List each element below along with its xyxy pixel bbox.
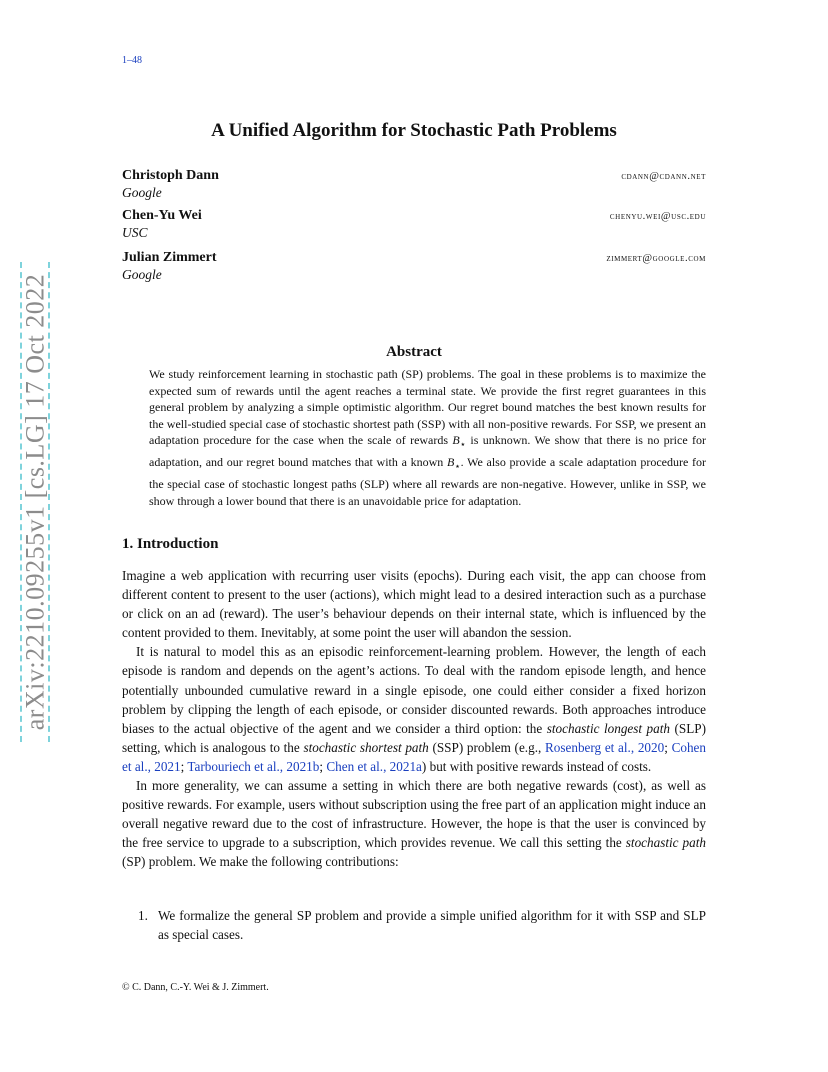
citation-link[interactable]: Cohen et al., 2021 [122,739,707,774]
paragraph-text: (SLP) setting, which is analogous to the [122,720,707,755]
author-name: Julian Zimmert [122,250,217,265]
abstract-heading: Abstract [386,344,442,360]
paragraph-text: In more generality, we can assume a setting in which there are both negative rewards (cost), as well as positive rewards. For example, users without subscription using the free part of an application might induce an overall negative reward due to the cost of infrastructure. However, the hope is that the user is convinced by the free service to upgrade to a subscription, which provides revenue. We call this setting the [122,778,706,851]
introduction-body [122,566,706,872]
paragraph-text: (SP) problem. We make the following contributions: [122,854,399,870]
citation-link[interactable]: Tarbouriech et al., 2021b [187,758,320,774]
paragraph-text: (SSP) problem (e.g., [432,739,542,755]
math-symbol: B [452,433,460,448]
citation-separator: ; [664,739,668,755]
author-affiliation: Google [122,267,162,282]
paragraph-text: ) but with positive rewards instead of costs. [421,758,652,774]
abstract-body [149,366,706,510]
math-subscript: ⋆ [454,461,461,473]
abstract-text: is unknown. We show that there is no price for adaptation, and our regret bound matches that with a known [149,433,707,470]
emphasis-text: stochastic shortest path [303,739,429,755]
author-affiliation: Google [122,185,162,200]
paragraph: Imagine a web application with recurring user visits (epochs). During each visit, the app can choose from different content to present to the user (actions), which might lead to a desired interaction such as a purchase or click on an ad (reward). The user’s behaviour depends on their internal state, which is influenced by the content provided to them. Inevitably, at some point the user will abandon the session. [122,568,706,641]
author-email[interactable]: cdann@cdann.net [621,171,706,182]
paper-title: A Unified Algorithm for Stochastic Path Problems [211,120,617,141]
citation-separator: ; [319,758,324,774]
author-block-1 [122,168,706,201]
math-symbol: B [447,455,455,470]
section-heading: 1. Introduction [122,536,219,552]
list-number: 1. [138,908,148,923]
emphasis-text: stochastic longest path [546,720,670,736]
emphasis-text: stochastic path [625,835,706,851]
author-name: Christoph Dann [122,168,219,183]
author-affiliation: USC [122,225,148,240]
paragraph [122,642,706,776]
arxiv-id: arXiv:2210.09255v1 [cs.LG] 17 Oct 2022 [20,273,50,731]
paragraph-text: It is natural to model this as an episodic reinforcement-learning problem. However, the length of each episode is random and depends on the agent’s actions. To deal with the random episode length, and hence potentially unbounded cumulative reward in a single episode, one could either consider a fixed horizon problem by clipping the length of each episode, or consider discounted rewards. Both approaches introduce biases to the actual objective of the agent and we consider a third option: the [122,644,706,736]
author-name: Chen-Yu Wei [122,208,202,223]
citation-separator: ; [180,758,185,774]
abstract-text: . We also provide a scale adaptation procedure for the special case of stochastic longest paths (SLP) where all rewards are non-negative. However, unlike in SSP, we show through a lower bound that there is an unavoidable price for adaptation. [149,455,707,508]
paragraph [122,776,706,871]
arxiv-stamp [20,262,50,742]
author-email[interactable]: chenyu.wei@usc.edu [609,211,706,222]
author-block-2 [122,208,706,241]
citation-link[interactable]: Rosenberg et al., 2020 [544,739,665,755]
abstract-text: We study reinforcement learning in stochastic path (SP) problems. The goal in these problems is to maximize the expected sum of rewards until the agent reaches a terminal state. We provide the first regret guarantees in this general problem by analyzing a simple optimistic algorithm. Our regret bound matches the best known results for the well-studied special case of stochastic shortest path (SSP) with all non-positive rewards. For SSP, we present an adaptation procedure for the case when the scale of rewards [149,367,706,448]
citation-link[interactable]: Chen et al., 2021a [326,758,422,774]
footer-copyright: © C. Dann, C.-Y. Wei & J. Zimmert. [122,982,269,993]
author-email[interactable]: zimmert@google.com [606,253,706,264]
page-number: 1–48 [122,55,142,66]
author-block-3 [122,250,706,283]
list-text: We formalize the general SP problem and provide a simple unified algorithm for it with SSP and SLP as special cases. [158,908,706,943]
contribution-list [138,906,706,944]
list-item [138,906,706,944]
math-subscript: ⋆ [459,439,467,451]
